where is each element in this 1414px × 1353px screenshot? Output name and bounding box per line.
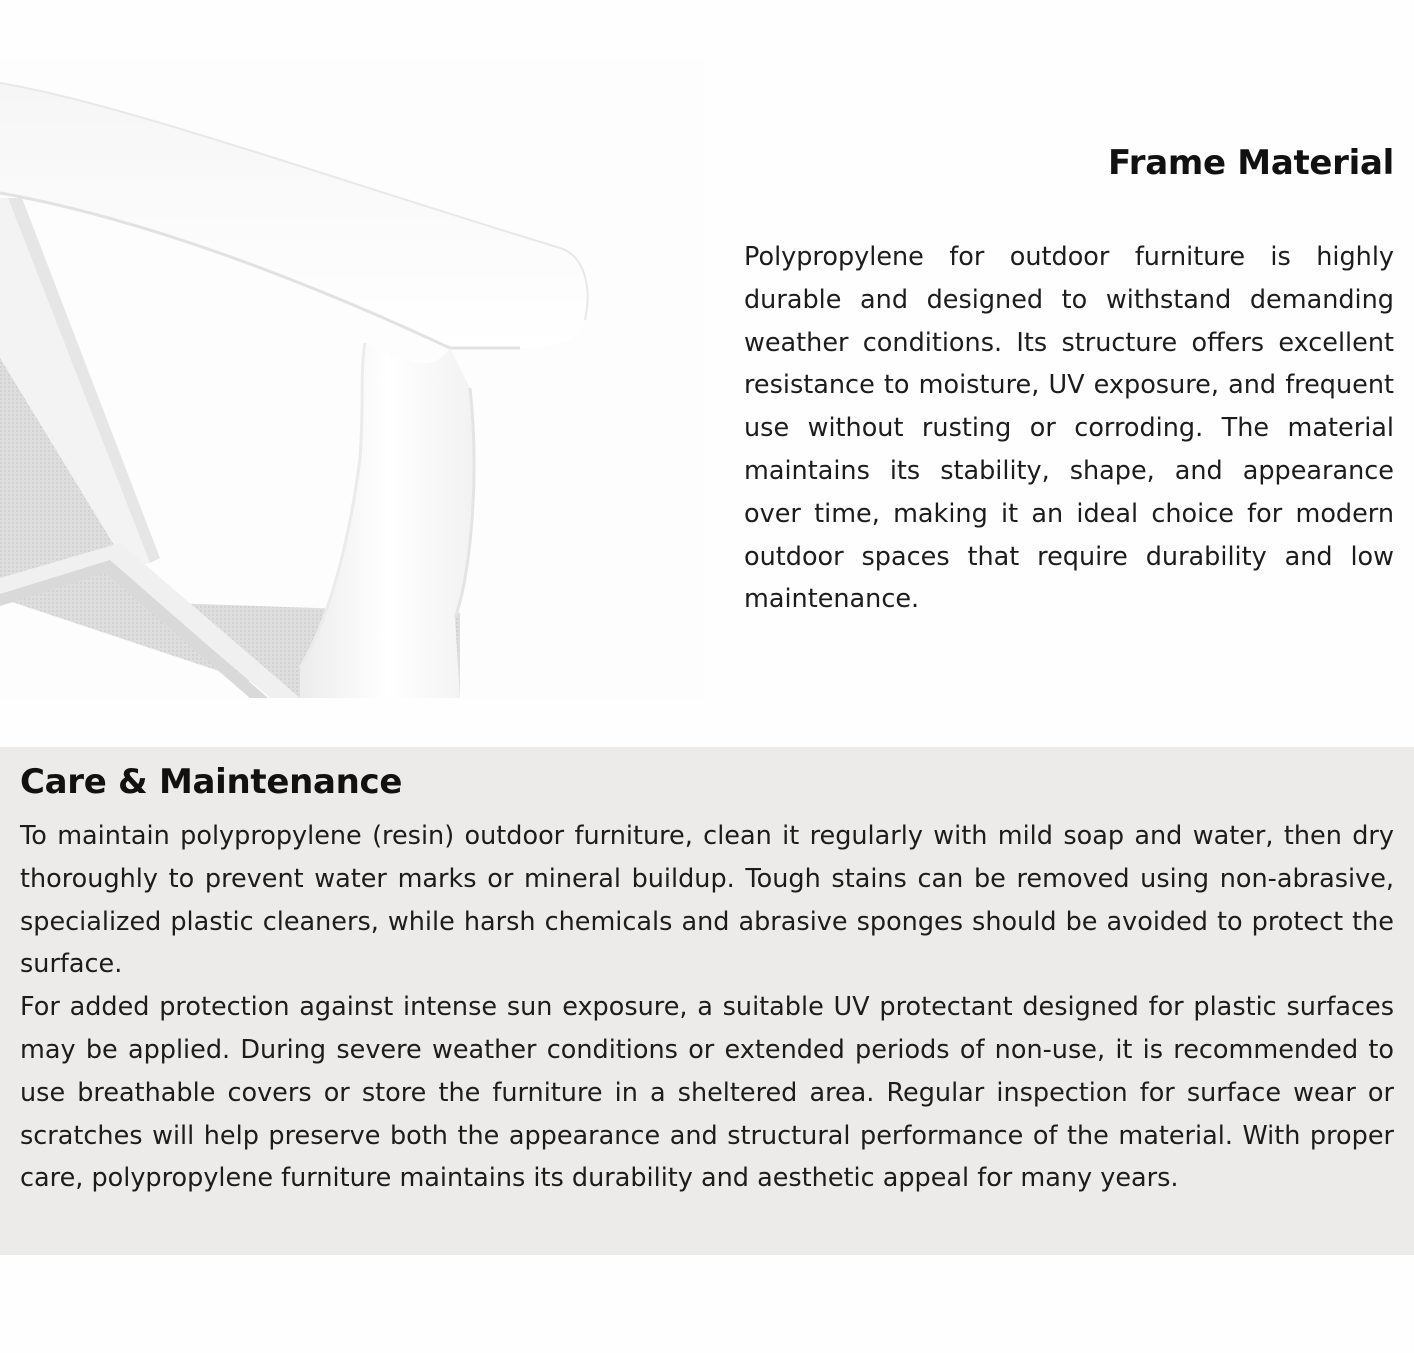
care-maintenance-title: Care & Maintenance — [20, 762, 403, 802]
frame-material-section — [744, 140, 1394, 621]
care-paragraph-2: For added protection against intense sun exposure, a suitable UV protectant designed for plastic surfaces may be applied. During severe weather conditions or extended periods of non-use, it is recommended to use breathable covers or store the furniture in a sheltered area. Regular inspection for surface wear or scratches will help preserve both the appearance and structural performance of the material. With proper care, polypropylene furniture maintains its durability and aesthetic appeal for many years. — [20, 992, 1394, 1194]
care-paragraph-1: To maintain polypropylene (resin) outdoor furniture, clean it regularly with mild soap and water, then dry thoroughly to prevent water marks or mineral buildup. Tough stains can be removed using non-abrasive, specialized plastic cleaners, while harsh chemicals and abrasive sponges should be avoided to protect the surface. — [20, 821, 1394, 980]
frame-material-title: Frame Material — [1108, 143, 1394, 183]
chair-armrest-photo — [0, 58, 705, 698]
care-maintenance-paragraph — [20, 815, 1394, 1200]
care-maintenance-section — [0, 747, 1414, 1255]
frame-material-description: Polypropylene for outdoor furniture is highly durable and designed to withstand demanding weather conditions. Its structure offers excellent resistance to moisture, UV exposure, and frequent use without rusting or corroding. The material maintains its stability, shape, and appearance over time, making it an ideal choice for modern outdoor spaces that require durability and low maintenance. — [744, 242, 1394, 615]
